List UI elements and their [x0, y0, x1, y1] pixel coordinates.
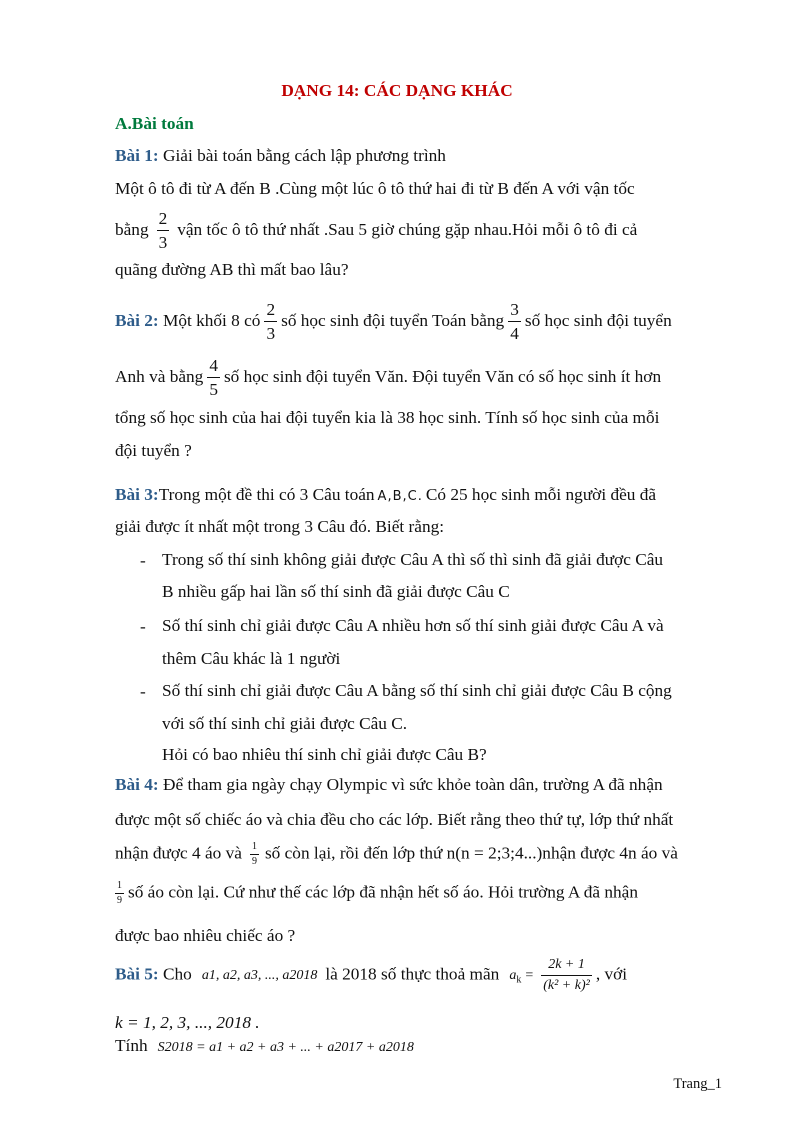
bullet-dash: - — [140, 551, 146, 570]
problem-3-item-2a: Số thí sinh chỉ giải được Câu A nhiều hơn số thí sinh giải được Câu A và — [162, 616, 664, 635]
problem-2-line-1: Bài 2: Một khối 8 có $\frac{2}{3}$ số học sinh đội tuyển Toán bằng $\frac{3}{4}$ số học sinh đội tuyển — [115, 300, 672, 344]
problem-4-line-5: được bao nhiêu chiếc áo ? — [115, 926, 296, 945]
sequence-expression: a1, a2, a3, ..., a2018 — [201, 968, 318, 984]
problem-1-line-2: Một ô tô đi từ A đến B .Cùng một lúc ô tô thứ hai đi từ B đến A với vận tốc — [115, 179, 635, 198]
fraction: $\frac{1}{9}$ — [117, 880, 122, 906]
problem-4-line-4: $\frac{1}{9}$ số áo còn lại. Cứ như thế các lớp đã nhận hết số áo. Hỏi trường A đã nhận — [117, 880, 638, 906]
problem-5-range: k = 1, 2, 3, ..., 2018 . — [115, 1013, 260, 1032]
problem-4-label: Bài 4: — [115, 775, 159, 794]
problem-4-line-3: nhận được 4 áo và $\frac{1}{9}$ số còn lại, rồi đến lớp thứ n(n = 2;3;4...)nhận được 4n áo và — [115, 841, 678, 867]
fraction: $\frac{3}{4}$ — [510, 300, 519, 344]
page-number: Trang_1 — [673, 1076, 722, 1092]
sum-expression: S2018 = a1 + a2 + a3 + ... + a2017 + a2018 — [157, 1040, 414, 1055]
fraction: $\frac{1}{9}$ — [251, 841, 257, 867]
problem-5-line-3: Tính S2018 = a1 + a2 + a3 + ... + a2017 + a2018 — [115, 1036, 414, 1055]
fraction: $\frac{2}{3}$ — [158, 209, 168, 253]
bullet-dash: - — [140, 682, 146, 701]
fraction: $\frac{2}{3}$ — [266, 300, 276, 344]
question-labels: A,B,C. — [377, 489, 423, 504]
problem-3-label: Bài 3: — [115, 485, 159, 504]
fraction: $\frac{4}{5}$ — [209, 356, 218, 400]
problem-3-item-2b: thêm Câu khác là 1 người — [162, 649, 341, 668]
page-title: DẠNG 14: CÁC DẠNG KHÁC — [281, 81, 513, 100]
problem-2-label: Bài 2: — [115, 310, 159, 330]
ak-symbol: a — [509, 968, 517, 984]
problem-2-line-2: Anh và bằng $\frac{4}{5}$ số học sinh đội tuyển Văn. Đội tuyển Văn có số học sinh ít hơn — [115, 356, 662, 400]
problem-1-line-3: bằng $\frac{2}{3}$ vận tốc ô tô thứ nhất .Sau 5 giờ chúng gặp nhau.Hỏi mỗi ô tô đi cả — [115, 209, 638, 253]
bullet-dash: - — [140, 617, 146, 636]
problem-5-label: Bài 5: — [115, 964, 159, 984]
problem-3-item-3a: Số thí sinh chỉ giải được Câu A bằng số thí sinh chỉ giải được Câu B cộng — [162, 681, 672, 700]
problem-1-label: Bài 1: — [115, 146, 159, 165]
problem-5-line-1: Bài 5: Cho a1, a2, a3, ..., a2018 là 2018 số thực thoả mãn $a_k$ = $\frac{2k + 1}{\text{(k² + k)²}}$ , với — [115, 957, 628, 993]
problem-4-line-1: Bài 4: Để tham gia ngày chạy Olympic vì sức khỏe toàn dân, trường A đã nhận — [115, 775, 663, 794]
section-heading: A.Bài toán — [115, 114, 194, 133]
problem-2-line-3: tổng số học sinh của hai đội tuyển kia là 38 học sinh. Tính số học sinh của mỗi — [115, 408, 660, 427]
problem-3-item-1a: Trong số thí sinh không giải được Câu A thì số thì sinh đã giải được Câu — [162, 550, 664, 569]
problem-3-line-2: giải được ít nhất một trong 3 Câu đó. Biết rằng: — [115, 517, 445, 536]
problem-2-line-4: đội tuyển ? — [115, 441, 192, 460]
problem-1-line-4: quãng đường AB thì mất bao lâu? — [115, 260, 349, 279]
ak-fraction: $\frac{2k + 1}{\text{(k² + k)²}}$ — [543, 957, 590, 993]
problem-1-line-1: Bài 1: Giải bài toán bằng cách lập phương trình — [115, 146, 446, 165]
problem-3-line-1: Bài 3:Trong một đề thi có 3 Câu toán A,B,C. Có 25 học sinh mỗi người đều đã — [115, 485, 657, 504]
problem-3-item-3b: với số thí sinh chỉ giải được Câu C. — [162, 714, 408, 733]
problem-3-question: Hỏi có bao nhiêu thí sinh chỉ giải được Câu B? — [162, 745, 487, 764]
problem-3-item-1b: B nhiều gấp hai lần số thí sinh đã giải được Câu C — [162, 582, 510, 601]
problem-4-line-2: được một số chiếc áo và chia đều cho các lớp. Biết rằng theo thứ tự, lớp thứ nhất — [115, 810, 674, 829]
